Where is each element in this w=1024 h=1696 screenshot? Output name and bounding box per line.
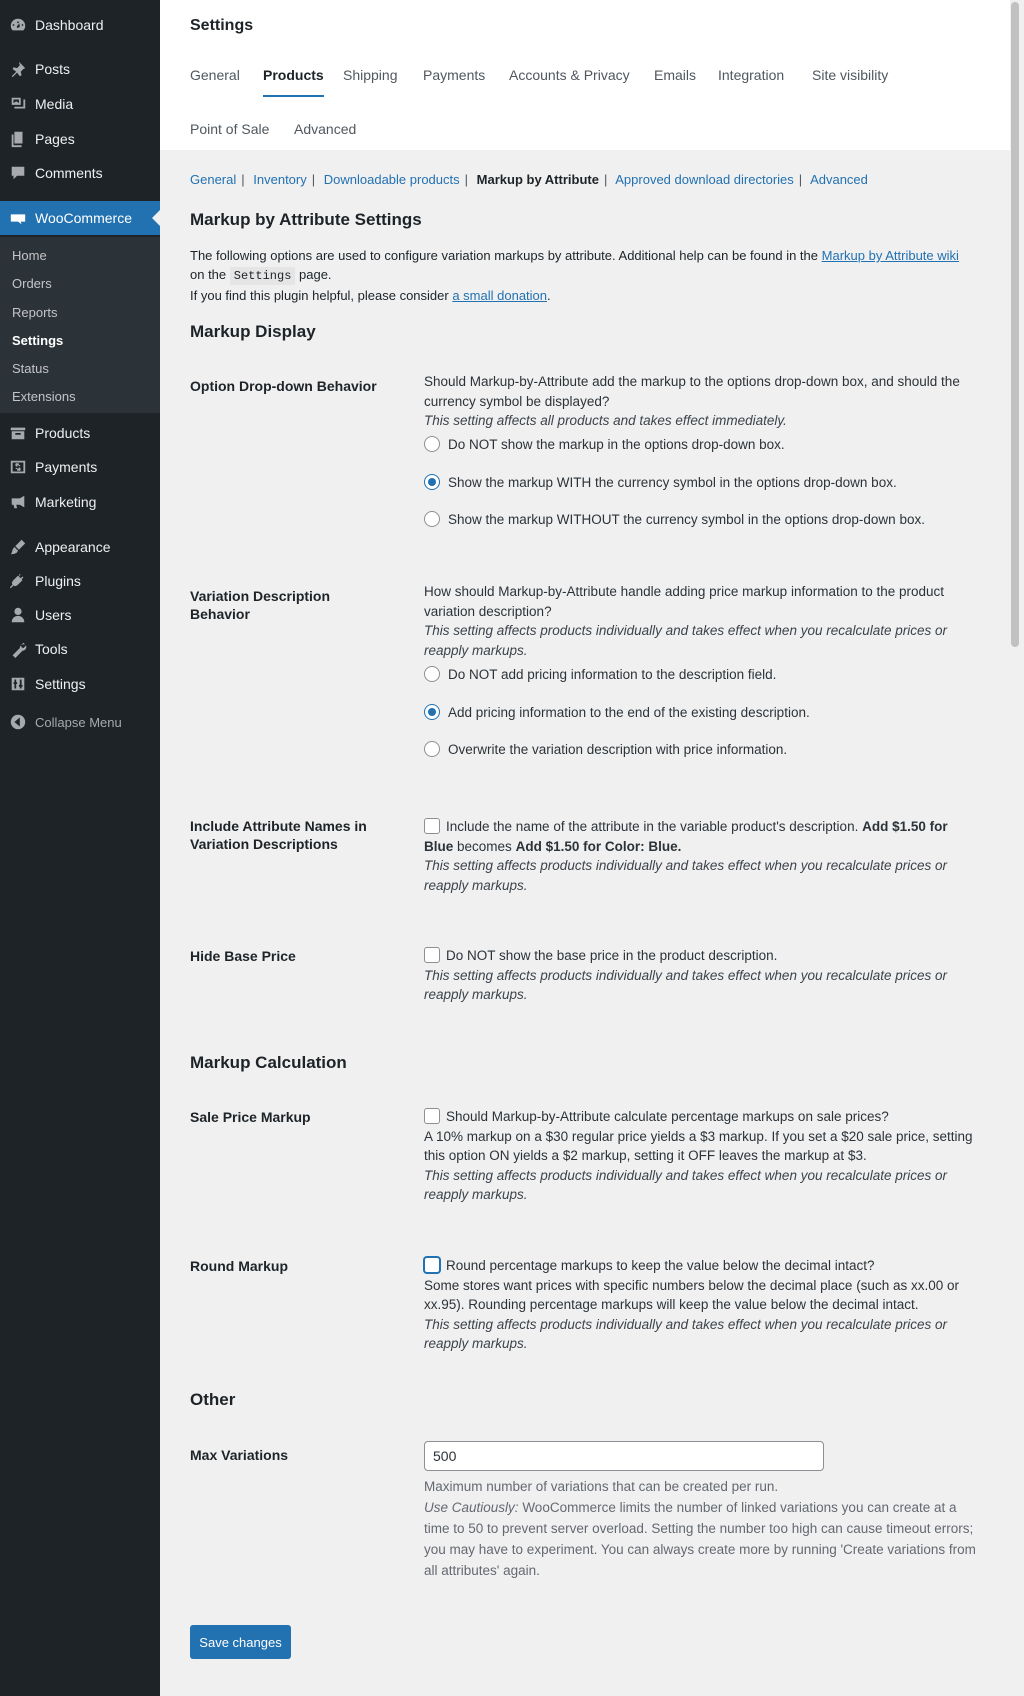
sale-price-text: Should Markup-by-Attribute calculate percentage markups on sale prices? [446, 1109, 889, 1124]
menu-tools[interactable] [0, 632, 160, 666]
section-markup-display: Markup Display [190, 322, 316, 341]
intro-line2b: page. [299, 267, 332, 282]
menu-appearance[interactable] [0, 530, 160, 564]
attribute-names-label: Include Attribute Names in Variation Descriptions [190, 818, 367, 852]
option-label: Do NOT add pricing information to the description field. [448, 666, 777, 682]
menu-dashboard[interactable] [0, 8, 160, 42]
attribute-names-checkbox[interactable] [424, 818, 440, 834]
save-changes-button[interactable]: Save changes [190, 1625, 291, 1659]
menu-label: Products [35, 425, 91, 441]
media-icon [8, 94, 28, 114]
section-markup-calculation: Markup Calculation [190, 1053, 347, 1072]
menu-label: Appearance [35, 539, 111, 555]
scrollbar-thumb[interactable] [1011, 2, 1019, 647]
round-markup-detail: Some stores want prices with specific numbers below the decimal place (such as xx.00 or xx.95). Rounding percentage markups will keep the value below the decimal intact. [424, 1277, 959, 1312]
submenu-home[interactable]: Home [12, 248, 47, 263]
round-markup-note: This setting affects products individually and takes effect when you recalculate prices or reapply markups. [424, 1316, 948, 1351]
example-a: Add $1.50 for Blue [424, 819, 948, 854]
submenu-status[interactable]: Status [12, 361, 49, 376]
tab-shipping[interactable]: Shipping [343, 67, 398, 83]
settings-code: Settings [230, 267, 296, 285]
radio-button-selected[interactable] [424, 474, 440, 490]
submenu-extensions[interactable]: Extensions [12, 389, 76, 404]
max-variations-help [424, 1476, 979, 1581]
example-b: Add $1.50 for Color: Blue. [515, 838, 682, 854]
sublink-general[interactable]: General [190, 172, 237, 187]
pages-icon [8, 129, 28, 149]
section-other: Other [190, 1390, 236, 1409]
woocommerce-submenu [0, 237, 160, 413]
tab-advanced[interactable]: Advanced [294, 121, 357, 137]
woocommerce-icon [8, 208, 28, 228]
dropdown-behavior-question: Should Markup-by-Attribute add the markup to the options drop-down box, and should the currency symbol be displayed? [424, 374, 960, 409]
menu-users[interactable] [0, 598, 160, 632]
description-behavior-question: How should Markup-by-Attribute handle adding price markup information to the product variation description? [424, 584, 945, 619]
hide-base-price-text: Do NOT show the base price in the product description. [446, 948, 778, 963]
dropdown-behavior-note: This setting affects all products and takes effect immediately. [424, 413, 787, 428]
sublink-inventory[interactable]: Inventory [253, 172, 307, 187]
brush-icon [8, 537, 28, 557]
description-behavior-desc [424, 582, 979, 660]
tab-integration[interactable]: Integration [718, 67, 785, 83]
caution-label: Use Cautiously: [424, 1500, 519, 1515]
menu-products[interactable] [0, 416, 160, 450]
hide-base-price-field [424, 946, 979, 1005]
dashboard-icon [8, 15, 28, 35]
menu-label: Plugins [35, 573, 81, 589]
round-markup-field [424, 1256, 979, 1354]
submenu-settings[interactable]: Settings [12, 333, 64, 348]
settings-header [160, 0, 1010, 150]
menu-woocommerce[interactable] [0, 201, 160, 235]
sublink-downloadable-products[interactable]: Downloadable products [323, 172, 460, 187]
user-icon [8, 605, 28, 625]
menu-label: Collapse Menu [35, 714, 122, 730]
radio-button[interactable] [424, 511, 440, 527]
page-scrollbar[interactable] [1010, 0, 1024, 1696]
tab-products[interactable]: Products [263, 67, 324, 93]
tab-accounts-privacy[interactable]: Accounts & Privacy [509, 67, 630, 83]
option-label: Show the markup WITH the currency symbol in the options drop-down box. [448, 474, 897, 490]
menu-label: Users [35, 607, 72, 623]
max-variations-input[interactable] [424, 1441, 824, 1471]
max-variations-help-text: Maximum number of variations that can be created per run. [424, 1479, 779, 1494]
donation-link[interactable]: a small donation [452, 288, 548, 303]
sale-price-field [424, 1107, 979, 1205]
intro-text [190, 246, 990, 305]
description-option-append[interactable] [424, 704, 810, 720]
section-subnav: General | Inventory | Downloadable products | Markup by Attribute | Approved download directories | Advanced [190, 172, 868, 187]
wiki-link[interactable]: Markup by Attribute wiki [821, 248, 959, 263]
caution-text: WooCommerce limits the number of linked variations you can create at a time to 50 to prevent server overload. Setting the number too high can cause timeout errors; you may have to experiment. You can always create more by running 'Create variations from all attributes' again. [424, 1500, 976, 1578]
sublink-advanced[interactable]: Advanced [810, 172, 868, 187]
option-label: Overwrite the variation description with price information. [448, 741, 788, 757]
intro-line1: The following options are used to configure variation markups by attribute. Additional help can be found in the [190, 248, 819, 263]
menu-plugins[interactable] [0, 564, 160, 598]
dropdown-option-without-currency[interactable] [424, 511, 925, 527]
menu-label: Settings [35, 676, 86, 692]
menu-media[interactable] [0, 87, 160, 121]
description-behavior-label: Variation Description Behavior [190, 588, 331, 622]
settings-icon [8, 674, 28, 694]
payments-icon [8, 457, 28, 477]
becomes-text: becomes [457, 838, 512, 854]
page-title: Settings [190, 17, 254, 34]
option-label: Add pricing information to the end of the existing description. [448, 704, 810, 720]
sale-price-checkbox[interactable] [424, 1108, 440, 1124]
radio-button-selected[interactable] [424, 704, 440, 720]
menu-label: Tools [35, 641, 68, 657]
sale-price-note: This setting affects products individually and takes effect when you recalculate prices or reapply markups. [424, 1167, 948, 1202]
attribute-names-text: Include the name of the attribute in the variable product's description. [446, 819, 859, 834]
option-label: Do NOT show the markup in the options drop-down box. [448, 436, 785, 452]
submenu-reports[interactable]: Reports [12, 305, 58, 320]
hide-base-price-note: This setting affects products individually and takes effect when you recalculate prices or reapply markups. [424, 967, 948, 1002]
sublink-approved-download-directories[interactable]: Approved download directories [615, 172, 794, 187]
description-behavior-note: This setting affects products individually and takes effect when you recalculate prices or reapply markups. [424, 623, 948, 658]
wrench-icon [8, 639, 28, 659]
hide-base-price-label: Hide Base Price [190, 948, 296, 964]
round-markup-checkbox[interactable] [424, 1257, 440, 1273]
collapse-menu-button[interactable] [0, 705, 160, 739]
collapse-icon [8, 712, 28, 732]
tab-site-visibility[interactable]: Site visibility [812, 67, 889, 83]
menu-label: Pages [35, 131, 75, 147]
admin-sidebar [0, 0, 160, 1696]
description-option-overwrite[interactable] [424, 741, 787, 757]
menu-payments[interactable] [0, 450, 160, 484]
radio-button[interactable] [424, 436, 440, 452]
tab-general[interactable]: General [190, 67, 240, 83]
attribute-names-field [424, 817, 979, 895]
menu-pages[interactable] [0, 122, 160, 156]
menu-posts[interactable] [0, 52, 160, 86]
menu-settings[interactable] [0, 667, 160, 701]
intro-line2a: on the [190, 267, 227, 282]
dropdown-option-no-markup[interactable] [424, 436, 785, 452]
tab-point-of-sale[interactable]: Point of Sale [190, 121, 270, 137]
dropdown-behavior-label: Option Drop-down Behavior [190, 378, 377, 394]
dropdown-behavior-desc [424, 372, 979, 431]
menu-label: Marketing [35, 494, 97, 510]
tab-emails[interactable]: Emails [654, 67, 697, 83]
menu-label: Posts [35, 61, 71, 77]
sublink-markup-by-attribute[interactable]: Markup by Attribute [476, 172, 599, 187]
tab-payments[interactable]: Payments [423, 67, 486, 83]
menu-marketing[interactable] [0, 485, 160, 519]
megaphone-icon [8, 492, 28, 512]
comment-icon [8, 163, 28, 183]
intro-line3: If you find this plugin helpful, please consider [190, 288, 449, 303]
submenu-orders[interactable]: Orders [12, 276, 52, 291]
description-option-no-pricing[interactable] [424, 666, 776, 682]
dropdown-option-with-currency[interactable] [424, 474, 897, 490]
sale-price-label: Sale Price Markup [190, 1109, 311, 1125]
menu-label: Comments [35, 165, 103, 181]
max-variations-label: Max Variations [190, 1447, 289, 1463]
menu-label: Payments [35, 459, 98, 475]
hide-base-price-checkbox[interactable] [424, 947, 440, 963]
menu-label: WooCommerce [35, 210, 132, 226]
radio-button[interactable] [424, 741, 440, 757]
menu-label: Media [35, 96, 74, 112]
sale-price-detail: A 10% markup on a $30 regular price yields a $3 markup. If you set a $20 sale price, setting this option ON yields a $2 markup, setting it OFF leaves the markup at $3. [424, 1128, 973, 1163]
round-markup-text: Round percentage markups to keep the value below the decimal intact? [446, 1258, 875, 1273]
menu-label: Dashboard [35, 17, 104, 33]
plug-icon [8, 571, 28, 591]
archive-icon [8, 423, 28, 443]
settings-heading: Markup by Attribute Settings [190, 210, 422, 229]
intro-period: . [547, 288, 551, 303]
round-markup-label: Round Markup [190, 1258, 288, 1274]
attribute-names-note: This setting affects products individually and takes effect when you recalculate prices or reapply markups. [424, 858, 948, 893]
pin-icon [8, 59, 28, 79]
option-label: Show the markup WITHOUT the currency symbol in the options drop-down box. [448, 511, 925, 527]
menu-comments[interactable] [0, 156, 160, 190]
radio-button[interactable] [424, 666, 440, 682]
